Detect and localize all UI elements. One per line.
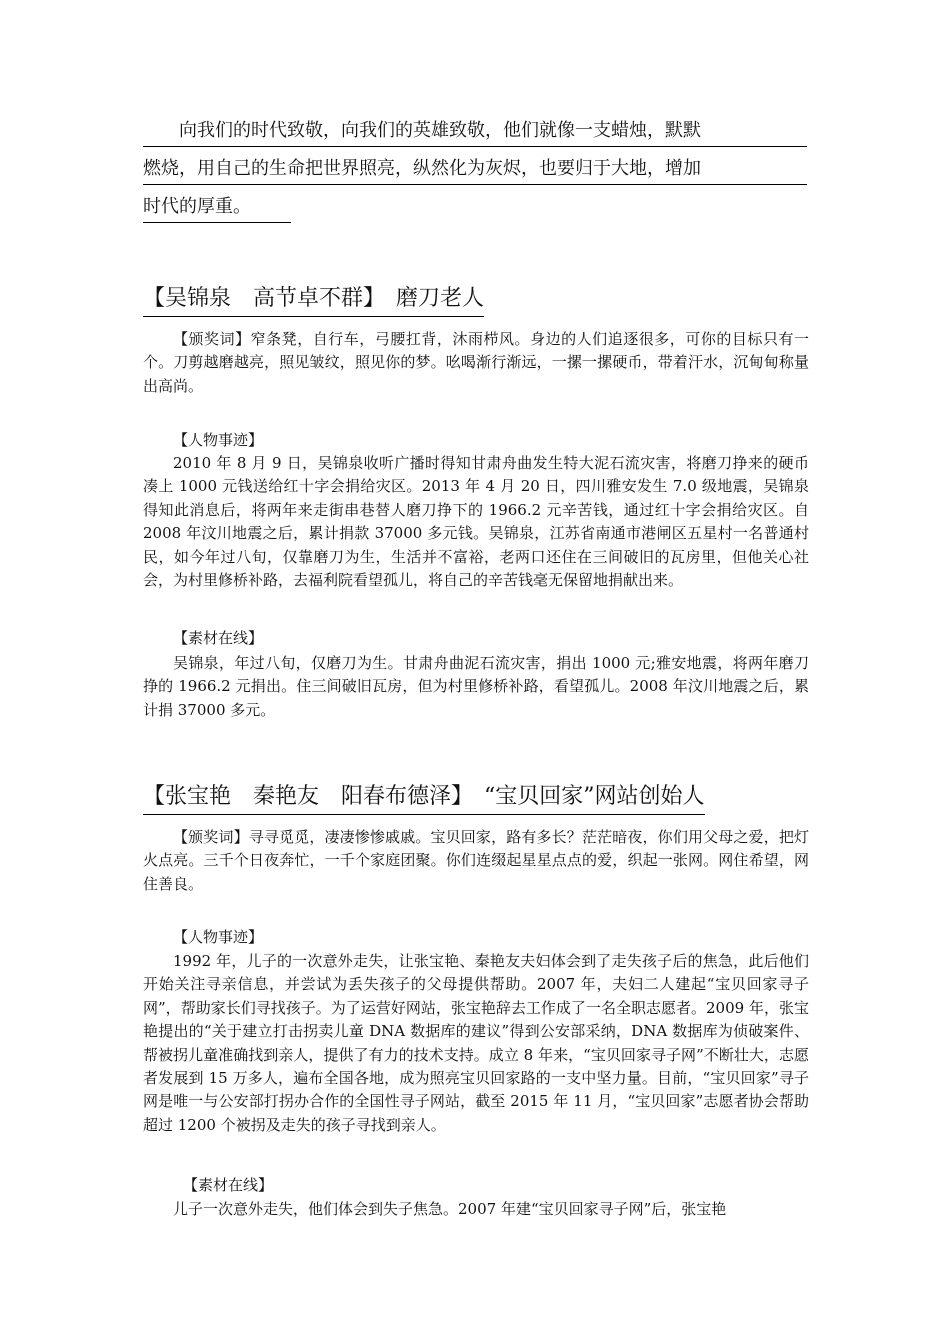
section-2-deeds: 1992 年，儿子的一次意外走失，让张宝艳、秦艳友夫妇体会到了走失孩子后的焦急，此后他们开始关注寻亲信息，并尝试为丢失孩子的父母提供帮助。2007 年，夫妇二人建起“宝贝回家寻子网”，帮助家长们寻找孩子。为了运营好网站，张宝艳辞去工作成了一名全职志愿者。2009 年，张宝艳提出的“关于建立打击拐卖儿童 DNA 数据库的建议”得到公安部采纳，DNA 数据库为侦破案件、帮被拐儿童准确找到亲人，提供了有力的技术支持。成立 8 年来，“宝贝回家寻子网”不断壮大，志愿者发展到 15 万多人，遍布全国各地，成为照亮宝贝回家路的一支中坚力量。目前，“宝贝回家”寻子网是唯一与公安部打拐办合作的全国性寻子网站，截至 2015 年 11 月，“宝贝回家”志愿者协会帮助超过 1200 个被拐及走失的孩子寻找到亲人。 — [143, 952, 809, 1134]
section-2-material: 儿子一次意外走失，他们体会到失子焦急。2007 年建“宝贝回家寻子网”后，张宝艳 — [173, 1200, 727, 1218]
section-2-award: 【颁奖词】寻寻觅觅，凄凄惨惨戚戚。宝贝回家，路有多长？茫茫暗夜，你们用父母之爱，把灯火点亮。三千个日夜奔忙，一千个家庭团聚。你们连缀起星星点点的爱，织起一张网。网住希望，网住善良。 — [143, 828, 809, 893]
section-1-deeds: 2010 年 8 月 9 日，吴锦泉收听广播时得知甘肃舟曲发生特大泥石流灾害，将磨刀挣来的硬币凑上 1000 元钱送给红十字会捐给灾区。2013 年 4 月 20 日，四川雅安发生 7.0 级地震，吴锦泉得知此消息后，将两年来走街串巷替人磨刀挣下的 1966.2 元辛苦钱，通过红十字会捐给灾区。自 2008 年汶川地震之后，累计捐款 37000 多元钱。吴锦泉，江苏省南通市港闸区五星村一名普通村民，如今年过八旬，仅靠磨刀为生，生活并不富裕，老两口还住在三间破旧的瓦房里，但他关心社会，为村里修桥补路，去福利院看望孤儿，将自己的辛苦钱毫无保留地捐献出来。 — [143, 454, 809, 590]
intro-line-2: 燃烧，用自己的生命把世界照亮，纵然化为灰烬，也要归于大地，增加 — [143, 156, 807, 185]
section-1-deeds-label: 【人物事迹】 — [173, 431, 264, 449]
intro-line-1: 向我们的时代致敬，向我们的英雄致敬，他们就像一支蜡烛，默默 — [143, 118, 807, 147]
intro-line-3: 时代的厚重。 — [143, 194, 291, 223]
section-1-award: 【颁奖词】窄条凳，自行车，弓腰扛背，沐雨栉风。身边的人们追逐很多，可你的目标只有一个。刀剪越磨越亮，照见皱纹，照见你的梦。吆喝渐行渐远，一摞一摞硬币，带着汗水，沉甸甸称量出高尚。 — [143, 330, 809, 395]
section-1-material-label: 【素材在线】 — [173, 629, 264, 647]
section-2-deeds-label: 【人物事迹】 — [173, 928, 264, 946]
section-2-material-label: 【素材在线】 — [183, 1176, 274, 1194]
section-1-material: 吴锦泉，年过八旬，仅磨刀为生。甘肃舟曲泥石流灾害，捐出 1000 元;雅安地震，将两年磨刀挣的 1966.2 元捐出。住三间破旧瓦房，但为村里修桥补路，看望孤儿。2008 年汶川地震之后，累计捐 37000 多元。 — [143, 654, 809, 719]
section-1-heading: 【吴锦泉 高节卓不群】 磨刀老人 — [143, 284, 484, 317]
section-2-heading: 【张宝艳 秦艳友 阳春布德泽】 “宝贝回家”网站创始人 — [143, 782, 705, 815]
